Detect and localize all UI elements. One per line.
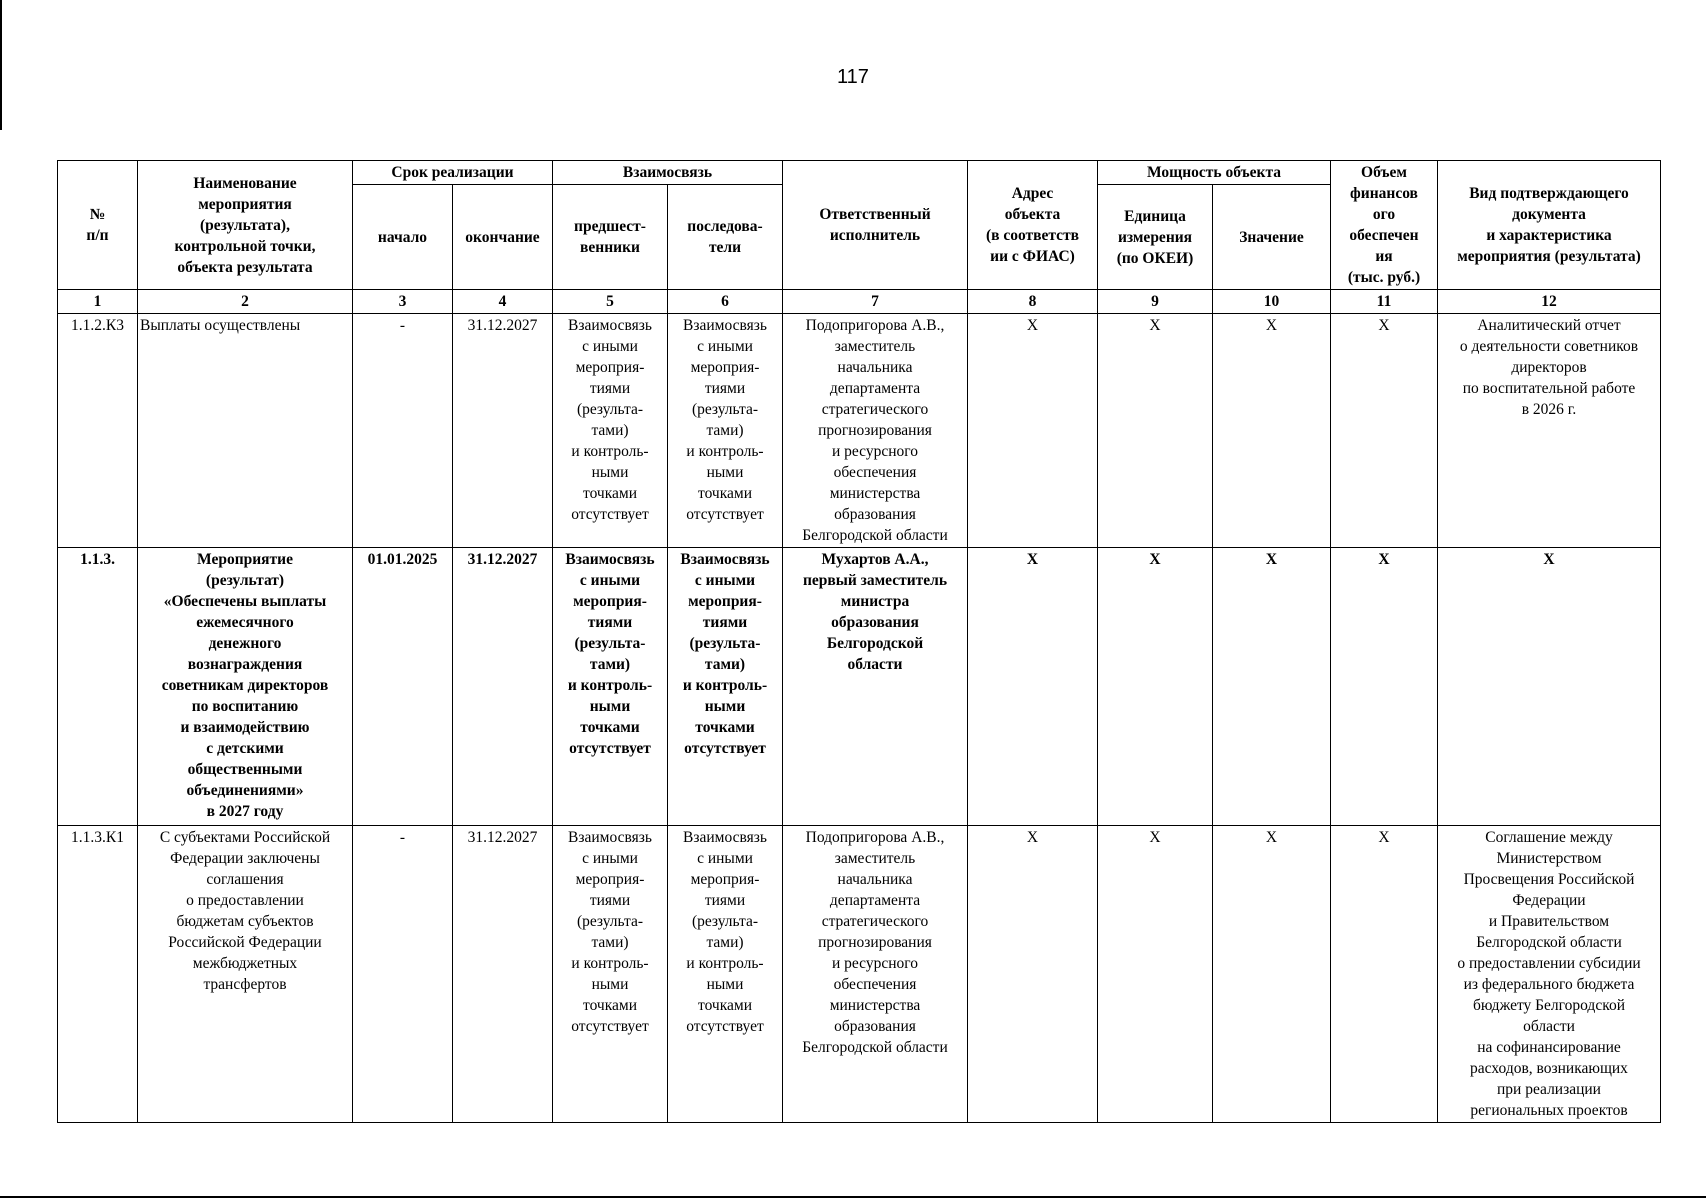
table-row [58, 314, 1661, 548]
row-predecessors: Взаимосвязь с иными мероприя- тиями (результа- тами) и контроль- ными точками отсутствует [553, 548, 668, 826]
row-finance: Х [1331, 826, 1438, 1123]
row-successors: Взаимосвязь с иными мероприя- тиями (результа- тами) и контроль- ными точками отсутствует [668, 314, 783, 548]
row-value: Х [1213, 314, 1331, 548]
header-value: Значение [1213, 185, 1331, 290]
row-num: 1.1.2.К3 [58, 314, 138, 548]
row-name: Выплаты осуществлены [138, 314, 353, 548]
row-address: Х [968, 826, 1098, 1123]
row-responsible: Мухартов А.А., первый заместитель министра образования Белгородской области [783, 548, 968, 826]
row-name: Мероприятие (результат) «Обеспечены выплаты ежемесячного денежного вознаграждения советникам директоров по воспитанию и взаимодействию с детскими общественными объединениями» в 2027 году [138, 548, 353, 826]
column-number: 4 [453, 290, 553, 314]
row-successors: Взаимосвязь с иными мероприя- тиями (результа- тами) и контроль- ными точками отсутствует [668, 826, 783, 1123]
row-address: Х [968, 314, 1098, 548]
row-start: - [353, 826, 453, 1123]
row-start: - [353, 314, 453, 548]
header-name: Наименование мероприятия (результата), контрольной точки, объекта результата [138, 161, 353, 290]
row-start: 01.01.2025 [353, 548, 453, 826]
header-term: Срок реализации [353, 161, 553, 185]
row-end: 31.12.2027 [453, 548, 553, 826]
column-number: 6 [668, 290, 783, 314]
header-finance: Объем финансов ого обеспечен ия (тыс. руб.) [1331, 161, 1438, 290]
column-number: 9 [1098, 290, 1213, 314]
row-predecessors: Взаимосвязь с иными мероприя- тиями (результа- тами) и контроль- ными точками отсутствует [553, 826, 668, 1123]
row-successors: Взаимосвязь с иными мероприя- тиями (результа- тами) и контроль- ными точками отсутствует [668, 548, 783, 826]
header-relation: Взаимосвязь [553, 161, 783, 185]
row-document: Соглашение между Министерством Просвещения Российской Федерации и Правительством Белгородской области о предоставлении субсидии из федерального бюджета бюджету Белгородской области на софинансирование расходов, возникающих при реализации региональных проектов [1438, 826, 1661, 1123]
header-unit: Единица измерения (по ОКЕИ) [1098, 185, 1213, 290]
column-number: 10 [1213, 290, 1331, 314]
bottom-edge-line [0, 1196, 1706, 1198]
header-start: начало [353, 185, 453, 290]
header-predecessors: предшест- венники [553, 185, 668, 290]
row-value: Х [1213, 826, 1331, 1123]
column-number: 2 [138, 290, 353, 314]
header-num: № п/п [58, 161, 138, 290]
row-document: Х [1438, 548, 1661, 826]
row-unit: Х [1098, 314, 1213, 548]
header-document: Вид подтверждающего документа и характеристика мероприятия (результата) [1438, 161, 1661, 290]
row-finance: Х [1331, 548, 1438, 826]
column-number: 12 [1438, 290, 1661, 314]
column-number: 8 [968, 290, 1098, 314]
row-name: С субъектами Российской Федерации заключены соглашения о предоставлении бюджетам субъектов Российской Федерации межбюджетных трансфертов [138, 826, 353, 1123]
events-table [57, 160, 1661, 1123]
row-num: 1.1.3. [58, 548, 138, 826]
column-number: 5 [553, 290, 668, 314]
header-end: окончание [453, 185, 553, 290]
column-number: 7 [783, 290, 968, 314]
row-document: Аналитический отчет о деятельности советников директоров по воспитательной работе в 2026 г. [1438, 314, 1661, 548]
table-row [58, 826, 1661, 1123]
table-row [58, 548, 1661, 826]
row-end: 31.12.2027 [453, 826, 553, 1123]
header-capacity: Мощность объекта [1098, 161, 1331, 185]
column-number: 11 [1331, 290, 1438, 314]
row-unit: Х [1098, 548, 1213, 826]
row-value: Х [1213, 548, 1331, 826]
row-num: 1.1.3.К1 [58, 826, 138, 1123]
left-margin-line [0, 0, 2, 130]
row-unit: Х [1098, 826, 1213, 1123]
header-address: Адрес объекта (в соответств ии с ФИАС) [968, 161, 1098, 290]
header-successors: последова- тели [668, 185, 783, 290]
header-responsible: Ответственный исполнитель [783, 161, 968, 290]
row-end: 31.12.2027 [453, 314, 553, 548]
row-address: Х [968, 548, 1098, 826]
column-number: 1 [58, 290, 138, 314]
column-number: 3 [353, 290, 453, 314]
row-finance: Х [1331, 314, 1438, 548]
row-responsible: Подопригорова А.В., заместитель начальника департамента стратегического прогнозирования и ресурсного обеспечения министерства образования Белгородской области [783, 826, 968, 1123]
row-predecessors: Взаимосвязь с иными мероприя- тиями (результа- тами) и контроль- ными точками отсутствует [553, 314, 668, 548]
row-responsible: Подопригорова А.В., заместитель начальника департамента стратегического прогнозирования и ресурсного обеспечения министерства образования Белгородской области [783, 314, 968, 548]
page-number: 117 [837, 66, 869, 88]
